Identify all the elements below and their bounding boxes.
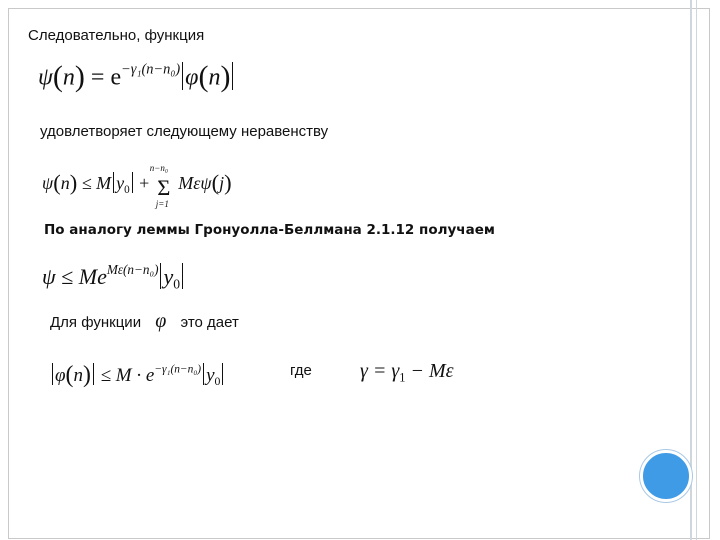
- sum-lower-limit: j=1: [155, 199, 169, 210]
- formula-exponent: Mε(n−n₀): [106, 262, 159, 277]
- sum-upper-limit: n−n₀: [149, 163, 168, 174]
- formula-symbol: +: [139, 172, 150, 193]
- formula-exponent: −γ₁(n−n₀): [121, 61, 181, 78]
- slide-edge-rule-thin: [696, 0, 697, 540]
- decorative-circle: [640, 450, 692, 502]
- formula-symbol: ψ ≤ Me: [42, 263, 107, 289]
- formula-symbol: γ = γ: [360, 360, 400, 382]
- formula-symbol: φ: [55, 364, 66, 386]
- formula-subscript: 0: [124, 183, 130, 196]
- formula-gamma-definition: [360, 360, 454, 385]
- formula-symbol: y: [206, 364, 215, 386]
- text-line-3: По аналогу леммы Гронуолла-Беллмана 2.1.12 получаем: [44, 222, 495, 238]
- formula-subscript: 1: [399, 370, 406, 385]
- formula-symbol: = e: [90, 64, 122, 91]
- formula-symbol: n: [73, 364, 83, 386]
- formula-symbol: n: [60, 172, 70, 193]
- formula-symbol: φ: [185, 64, 199, 91]
- formula-gronwall-result: [42, 262, 185, 293]
- text-where: где: [290, 362, 312, 379]
- slide-edge-rule: [690, 0, 692, 540]
- formula-symbol: y: [163, 263, 174, 289]
- formula-symbol: n: [208, 64, 221, 91]
- formula-symbol: ψ: [42, 172, 54, 193]
- formula-symbol: n: [62, 64, 75, 91]
- formula-symbol: ≤ M · e: [100, 364, 155, 386]
- formula-subscript: 0: [173, 276, 181, 292]
- formula-inequality: ψ(n) ≤ M $y_0$ + n−n₀ Σ j=1 Mεψ(j): [42, 163, 232, 210]
- formula-subscript: 0: [214, 374, 221, 388]
- text-line-4-start: Для функции: [50, 314, 142, 331]
- formula-symbol: y: [116, 172, 125, 193]
- formula-symbol: j: [219, 172, 225, 193]
- formula-symbol: − Mε: [410, 360, 454, 382]
- sum-operator: n−n₀ Σ j=1: [149, 163, 171, 210]
- text-line-4: [50, 310, 239, 333]
- formula-exponent: −γ₁(n−n₀): [154, 363, 202, 376]
- formula-symbol: Mεψ: [178, 172, 212, 193]
- formula-phi-inline: φ: [155, 310, 167, 332]
- formula-symbol: ψ: [38, 64, 53, 91]
- formula-psi-definition: $\psi(n) = e^{-\gamma_1(n-n_0)}$ φ(n): [38, 60, 235, 94]
- formula-phi-bound: $\varphi(n) \le M \cdot e^{-\gamma_1(n-n_0)}$ $y_0$: [50, 362, 225, 389]
- text-line-1: Следовательно, функция: [28, 27, 205, 44]
- text-line-2: удовлетворяет следующему неравенству: [40, 123, 329, 140]
- formula-symbol: ≤ M: [81, 172, 112, 193]
- text-line-4-end: это дает: [180, 314, 239, 331]
